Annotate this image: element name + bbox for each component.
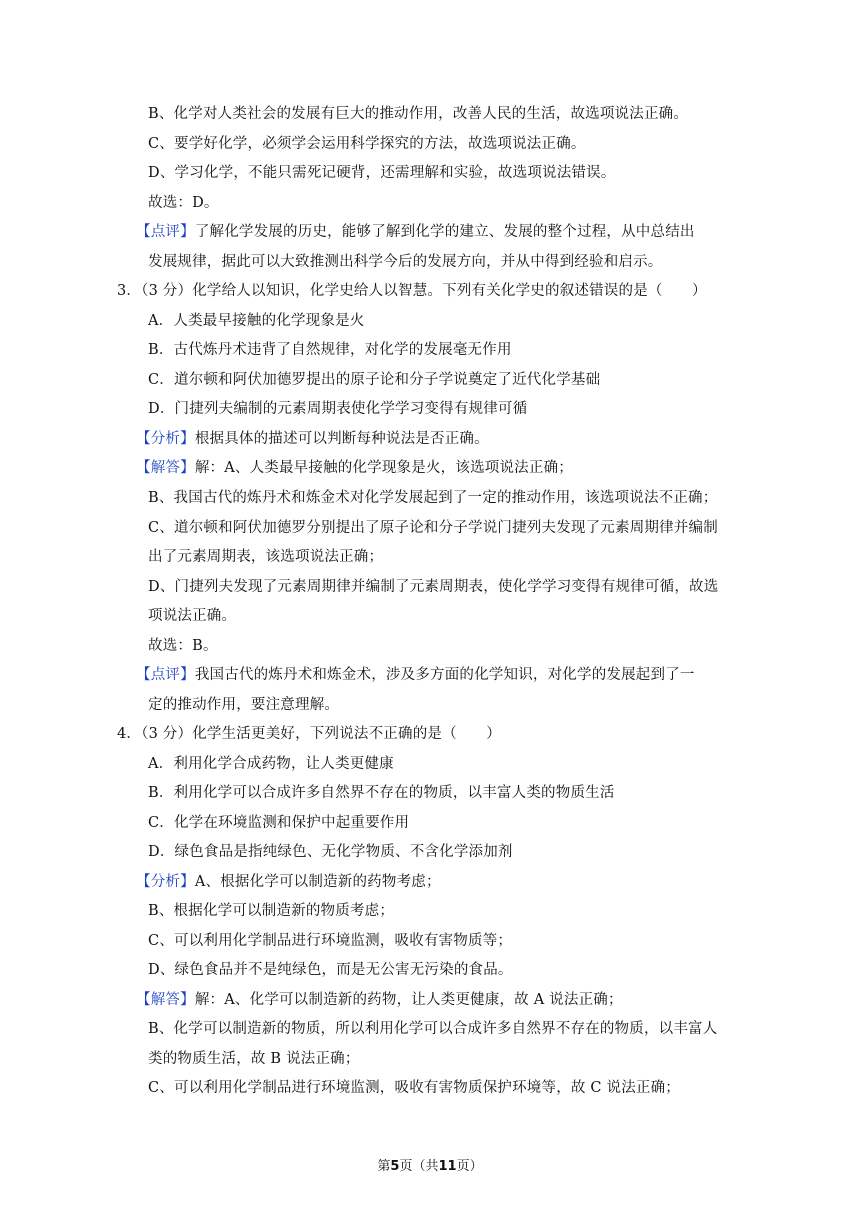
line-text: 解：A、人类最早接触的化学现象是火，该选项说法正确； — [194, 460, 573, 476]
text-line — [148, 163, 616, 183]
line-text: A．人类最早接触的化学现象是火 — [148, 313, 365, 329]
line-text: D、绿色食品并不是纯绿色，而是无公害无污染的食品。 — [148, 962, 513, 978]
text-line — [136, 458, 573, 478]
text-line — [148, 606, 236, 626]
text-line — [148, 1078, 680, 1098]
line-text: 发展规律，据此可以大致推测出科学今后的发展方向，并从中得到经验和启示。 — [148, 254, 663, 270]
text-line — [148, 193, 219, 213]
line-text: 根据具体的描述可以判断每种说法是否正确。 — [194, 431, 489, 447]
line-text: C．化学在环境监测和保护中起重要作用 — [148, 815, 410, 831]
text-line — [148, 399, 527, 419]
section-tag: 【解答】 — [136, 992, 195, 1008]
text-line — [148, 931, 512, 951]
text-line — [148, 311, 364, 331]
text-line — [148, 518, 718, 538]
text-line — [148, 547, 383, 567]
text-line — [148, 1019, 717, 1039]
section-tag: 【分析】 — [136, 431, 195, 447]
text-line — [148, 960, 513, 980]
line-text: C、可以利用化学制品进行环境监测，吸收有害物质等； — [148, 933, 513, 949]
text-line — [136, 429, 489, 449]
text-line — [148, 754, 394, 774]
footer-page-number: 5 — [390, 1159, 400, 1174]
line-text: B、化学可以制造新的物质，所以利用化学可以合成许多自然界不存在的物质，以丰富人 — [148, 1021, 718, 1037]
text-line — [148, 813, 409, 833]
line-text: 出了元素周期表，该选项说法正确； — [148, 549, 384, 565]
section-tag: 【分析】 — [136, 874, 195, 890]
line-text: B、化学对人类社会的发展有巨大的推动作用，改善人民的生活，故选项说法正确。 — [148, 106, 689, 122]
page-footer — [0, 1158, 860, 1176]
text-line — [148, 783, 615, 803]
text-line — [148, 695, 339, 715]
line-text: D．门捷列夫编制的元素周期表使化学学习变得有规律可循 — [148, 401, 528, 417]
line-text: 类的物质生活，故 B 说法正确； — [148, 1051, 360, 1067]
text-line — [148, 577, 718, 597]
text-line — [148, 104, 688, 124]
line-text: 故选：B。 — [148, 638, 218, 654]
line-text: 解：A、化学可以制造新的药物，让人类更健康，故 A 说法正确； — [194, 992, 623, 1008]
text-line — [148, 901, 394, 921]
line-text: C、可以利用化学制品进行环境监测，吸收有害物质保护环境等，故 C 说法正确； — [148, 1080, 681, 1096]
text-line — [148, 134, 586, 154]
text-line — [148, 636, 218, 656]
line-text: B、我国古代的炼丹术和炼金术对化学发展起到了一定的推动作用，该选项说法不正确； — [148, 490, 718, 506]
text-line — [148, 488, 717, 508]
line-text: C、道尔顿和阿伏加德罗分别提出了原子论和分子学说门捷列夫发现了元素周期律并编制 — [148, 520, 718, 536]
line-text: B、根据化学可以制造新的物质考虑； — [148, 903, 395, 919]
line-text: C、要学好化学，必须学会运用科学探究的方法，故选项说法正确。 — [148, 136, 586, 152]
footer-middle: 页（共 — [399, 1159, 439, 1174]
text-line — [136, 872, 441, 892]
line-text: D、门捷列夫发现了元素周期律并编制了元素周期表，使化学学习变得有规律可循，故选 — [148, 579, 719, 595]
line-text: 项说法正确。 — [148, 608, 237, 624]
text-line — [136, 990, 623, 1010]
text-line — [148, 1049, 360, 1069]
line-text: 我国古代的炼丹术和炼金术，涉及多方面的化学知识，对化学的发展起到了一 — [194, 667, 695, 683]
line-text: B．古代炼丹术违背了自然规律，对化学的发展毫无作用 — [148, 342, 512, 358]
text-line — [148, 842, 513, 862]
line-text: B．利用化学可以合成许多自然界不存在的物质，以丰富人类的物质生活 — [148, 785, 615, 801]
line-text: 故选：D。 — [148, 195, 219, 211]
text-line — [136, 222, 695, 242]
section-tag: 【解答】 — [136, 460, 195, 476]
section-tag: 【点评】 — [136, 224, 195, 240]
line-text: 定的推动作用，要注意理解。 — [148, 697, 340, 713]
section-tag: 【点评】 — [136, 667, 195, 683]
line-text: D、学习化学，不能只需死记硬背，还需理解和实验，故选项说法错误。 — [148, 165, 616, 181]
line-text: A．利用化学合成药物，让人类更健康 — [148, 756, 394, 772]
text-line — [136, 665, 695, 685]
line-text: A、根据化学可以制造新的药物考虑； — [194, 874, 441, 890]
footer-prefix: 第 — [377, 1159, 391, 1174]
text-line — [148, 340, 512, 360]
line-text: C．道尔顿和阿伏加德罗提出的原子论和分子学说奠定了近代化学基础 — [148, 372, 601, 388]
line-text: D．绿色食品是指纯绿色、无化学物质、不含化学添加剂 — [148, 844, 513, 860]
text-line — [148, 252, 663, 272]
footer-suffix: 页） — [456, 1159, 483, 1174]
footer-total-pages: 11 — [438, 1159, 457, 1174]
text-line — [117, 724, 501, 744]
text-line — [148, 370, 600, 390]
line-text: 了解化学发展的历史，能够了解到化学的建立、发展的整个过程，从中总结出 — [194, 224, 695, 240]
line-text: 4．（3 分）化学生活更美好，下列说法不正确的是（ ） — [117, 726, 501, 742]
text-line — [117, 281, 707, 301]
line-text: 3．（3 分）化学给人以知识，化学史给人以智慧。下列有关化学史的叙述错误的是（ ） — [117, 283, 707, 299]
